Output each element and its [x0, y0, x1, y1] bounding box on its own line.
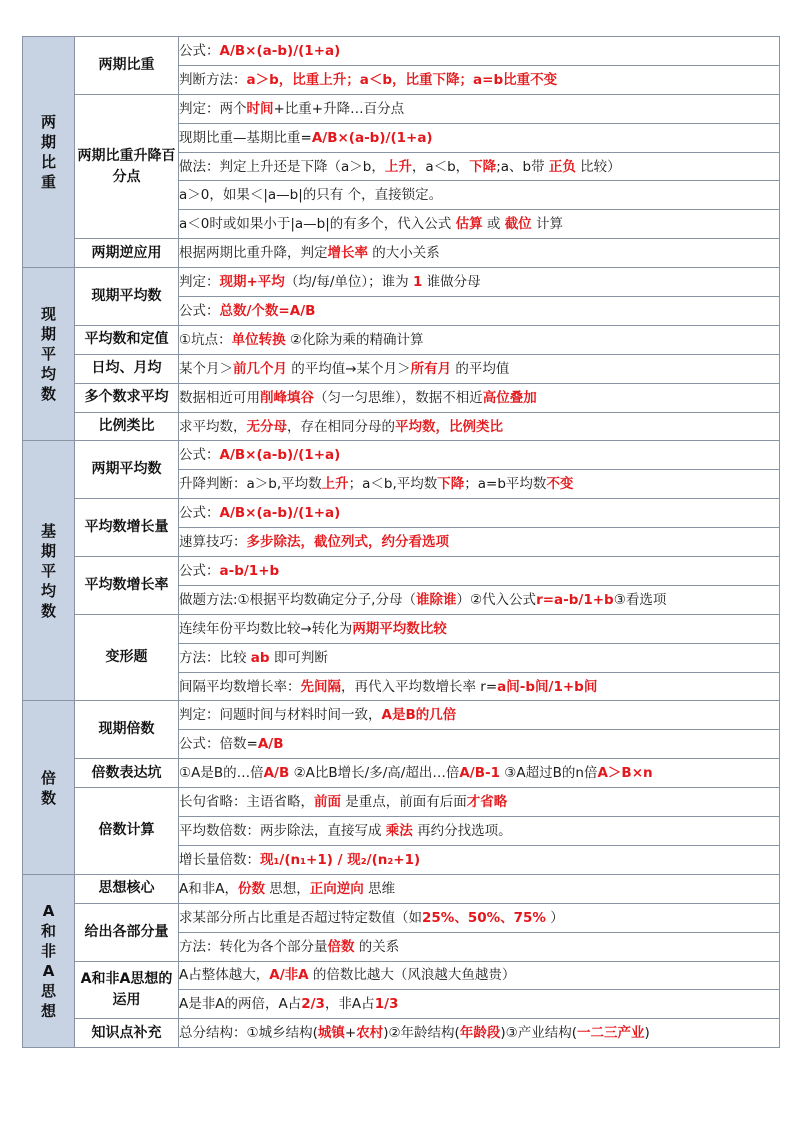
- content-cell: [179, 585, 780, 614]
- highlight-text: r=a-b/1+b: [536, 591, 614, 608]
- section-title: [23, 441, 75, 701]
- highlight-text: 2/3: [301, 996, 325, 1013]
- highlight-text: 截位: [504, 216, 532, 233]
- table-row: [23, 788, 780, 817]
- content-cell: [179, 1019, 780, 1048]
- content-cell: [179, 788, 780, 817]
- topic-label: 日均、月均: [75, 354, 179, 383]
- content-cell: [179, 94, 780, 123]
- body-text: 做法：判定上升还是下降（a＞b，: [179, 158, 385, 175]
- table-row: [23, 557, 780, 586]
- highlight-text: 正向逆向: [309, 880, 364, 897]
- body-text: ，非A占: [324, 996, 375, 1013]
- body-text: 思维: [363, 880, 396, 897]
- body-text: ，再代入平均数增长率 r=: [341, 678, 498, 695]
- table-row: [23, 759, 780, 788]
- highlight-text: 估算: [455, 216, 483, 233]
- highlight-text: 现期+平均: [219, 274, 285, 291]
- topic-label: 两期比重升降百分点: [75, 94, 179, 238]
- content-cell: [179, 759, 780, 788]
- content-cell: [179, 701, 780, 730]
- body-text: ③看选项: [613, 591, 667, 608]
- content-cell: [179, 557, 780, 586]
- highlight-text: 乘法: [385, 822, 413, 839]
- highlight-text: 多步除法，截位列式，约分看选项: [246, 534, 449, 551]
- body-text: 的平均值: [451, 360, 510, 377]
- body-text: 公式：: [179, 505, 220, 522]
- content-cell: [179, 297, 780, 326]
- body-text: 的平均值→某个月＞: [287, 360, 411, 377]
- topic-label: A和非A思想的运用: [75, 961, 179, 1019]
- body-text: ）②代入公式: [456, 591, 537, 608]
- highlight-text: 下降: [437, 476, 465, 493]
- highlight-text: 正负: [548, 158, 576, 175]
- body-text: 公式：: [179, 447, 220, 464]
- body-text: 做题方法:①根据平均数确定分子,分母（: [179, 591, 416, 608]
- body-text: 判定：: [179, 274, 220, 291]
- highlight-text: a-b/1+b: [219, 562, 280, 579]
- topic-label: 知识点补充: [75, 1019, 179, 1048]
- content-cell: [179, 152, 780, 181]
- section-title: [23, 701, 75, 874]
- body-text: ①A是B的…倍: [179, 765, 264, 782]
- body-text: A和非A，: [179, 880, 238, 897]
- body-text: ；a=b平均数: [464, 476, 547, 493]
- content-cell: [179, 412, 780, 441]
- highlight-text: 倍数: [327, 938, 355, 955]
- highlight-text: 削峰填谷: [260, 389, 314, 406]
- body-text: ): [644, 1025, 650, 1042]
- highlight-text: A是B的几倍: [381, 707, 457, 724]
- highlight-text: 才省略: [466, 794, 508, 811]
- topic-label: 比例类比: [75, 412, 179, 441]
- highlight-text: A/B×(a-b)/(1+a): [311, 129, 433, 146]
- content-cell: [179, 123, 780, 152]
- highlight-text: 城镇: [317, 1025, 345, 1042]
- section-title-label: A和非A思想: [40, 902, 56, 1020]
- content-cell: [179, 37, 780, 66]
- highlight-text: 1/3: [374, 996, 399, 1013]
- body-text: 思想，: [264, 880, 310, 897]
- section-title-label: 基期平均数: [40, 521, 56, 620]
- topic-label: 平均数和定值: [75, 325, 179, 354]
- body-text: 间隔平均数增长率：: [179, 678, 301, 695]
- body-text: 方法：比较: [179, 649, 251, 666]
- body-text: 长句省略：主语省略，: [179, 794, 314, 811]
- highlight-text: 不变: [546, 476, 574, 493]
- topic-label: 两期平均数: [75, 441, 179, 499]
- highlight-text: A/B×(a-b)/(1+a): [219, 505, 341, 522]
- highlight-text: A/B×(a-b)/(1+a): [219, 447, 341, 464]
- highlight-text: 下降: [469, 158, 497, 175]
- content-cell: [179, 903, 780, 932]
- body-text: 的大小关系: [368, 245, 440, 262]
- body-text: 是重点，前面有后面: [341, 794, 467, 811]
- content-cell: [179, 845, 780, 874]
- body-text: 总分结构：①城乡结构(: [179, 1025, 318, 1042]
- topic-label: 倍数计算: [75, 788, 179, 875]
- highlight-text: 上升: [321, 476, 349, 493]
- content-cell: [179, 874, 780, 903]
- body-text: 即可判断: [269, 649, 328, 666]
- body-text: 比较）: [575, 158, 621, 175]
- highlight-text: A/B-1: [459, 765, 500, 782]
- topic-label: 两期比重: [75, 37, 179, 95]
- highlight-text: 前面: [314, 794, 341, 811]
- section-title-label: 倍数: [40, 768, 56, 807]
- highlight-text: 份数: [237, 880, 265, 897]
- content-cell: [179, 730, 780, 759]
- body-text: 再约分找选项。: [412, 822, 512, 839]
- table-row: [23, 325, 780, 354]
- body-text: +比重+升降…百分点: [273, 100, 405, 117]
- section-title-label: 两期比重: [40, 113, 56, 192]
- body-text: 求某部分所占比重是否超过特定数值（如: [179, 909, 422, 926]
- table-row: [23, 37, 780, 66]
- body-text: 或: [482, 216, 505, 233]
- section-title-label: 现期平均数: [40, 305, 56, 404]
- body-text: )②年龄结构(: [383, 1025, 460, 1042]
- body-text: )③产业结构(: [500, 1025, 577, 1042]
- body-text: a＜0时或如果小于|a—b|的有多个，代入公式: [179, 216, 456, 233]
- table-row: [23, 614, 780, 643]
- highlight-text: 1: [412, 274, 423, 291]
- content-cell: [179, 65, 780, 94]
- topic-label: 变形题: [75, 614, 179, 701]
- body-text: 公式：: [179, 302, 220, 319]
- body-text: 平均数倍数：两步除法，直接写成: [179, 822, 386, 839]
- highlight-text: A/B×(a-b)/(1+a): [219, 42, 341, 59]
- content-cell: [179, 325, 780, 354]
- body-text: 根据两期比重升降，判定: [179, 245, 328, 262]
- body-text: ；a＜b,平均数: [348, 476, 438, 493]
- table-row: [23, 701, 780, 730]
- body-text: 方法：转化为各个部分量: [179, 938, 328, 955]
- body-text: +: [344, 1025, 357, 1042]
- topic-label: 平均数增长率: [75, 557, 179, 615]
- content-cell: [179, 210, 780, 239]
- highlight-text: A/B: [257, 736, 284, 753]
- topic-label: 倍数表达坑: [75, 759, 179, 788]
- body-text: 的倍数比越大（风浪越大鱼越贵）: [308, 967, 516, 984]
- body-text: 某个月＞: [179, 360, 233, 377]
- table-row: [23, 383, 780, 412]
- table-row: [23, 874, 780, 903]
- highlight-text: 谁除谁: [415, 591, 457, 608]
- content-cell: [179, 470, 780, 499]
- highlight-text: A/B: [263, 765, 290, 782]
- content-cell: [179, 239, 780, 268]
- table-row: [23, 268, 780, 297]
- body-text: 谁做分母: [422, 274, 481, 291]
- content-cell: [179, 614, 780, 643]
- content-cell: [179, 499, 780, 528]
- topic-label: 平均数增长量: [75, 499, 179, 557]
- table-row: [23, 239, 780, 268]
- highlight-text: 两期平均数比较: [352, 620, 447, 637]
- content-cell: [179, 528, 780, 557]
- highlight-text: 所有月: [410, 360, 452, 377]
- content-cell: [179, 817, 780, 846]
- body-text: 增长量倍数：: [179, 851, 260, 868]
- table-row: [23, 94, 780, 123]
- body-text: 判断方法：: [179, 71, 247, 88]
- body-text: ①坑点：: [179, 331, 232, 348]
- highlight-text: A＞B×n: [597, 765, 653, 782]
- highlight-text: ab: [250, 649, 270, 666]
- content-cell: [179, 383, 780, 412]
- topic-label: 思想核心: [75, 874, 179, 903]
- table-row: [23, 1019, 780, 1048]
- body-text: ②化除为乘的精确计算: [285, 331, 424, 348]
- content-cell: [179, 643, 780, 672]
- table-row: [23, 354, 780, 383]
- topic-label: 两期逆应用: [75, 239, 179, 268]
- content-cell: [179, 181, 780, 210]
- highlight-text: 高位叠加: [482, 389, 537, 406]
- table-row: [23, 499, 780, 528]
- highlight-text: A/非A: [269, 967, 309, 984]
- highlight-text: 总数/个数=A/B: [219, 302, 316, 319]
- section-title: [23, 874, 75, 1047]
- highlight-text: 增长率: [327, 245, 368, 262]
- highlight-text: 无分母: [246, 418, 287, 435]
- table-row: [23, 441, 780, 470]
- body-text: 判定：问题时间与材料时间一致，: [179, 707, 382, 724]
- body-text: 现期比重—基期比重=: [179, 129, 312, 146]
- content-cell: [179, 961, 780, 990]
- body-text: 速算技巧：: [179, 534, 247, 551]
- topic-label: 现期倍数: [75, 701, 179, 759]
- body-text: 数据相近可用: [179, 389, 260, 406]
- body-text: 升降判断：a＞b,平均数: [179, 476, 322, 493]
- body-text: 连续年份平均数比较→转化为: [179, 620, 353, 637]
- content-cell: [179, 268, 780, 297]
- body-text: ③A超过B的n倍: [500, 765, 598, 782]
- body-text: 求平均数，: [179, 418, 247, 435]
- content-cell: [179, 354, 780, 383]
- topic-label: 现期平均数: [75, 268, 179, 326]
- content-cell: [179, 990, 780, 1019]
- body-text: A是非A的两倍，A占: [179, 996, 302, 1013]
- highlight-text: 前几个月: [233, 360, 287, 377]
- body-text: ）: [545, 909, 564, 926]
- body-text: ，a＜b，: [411, 158, 470, 175]
- body-text: ，存在相同分母的: [287, 418, 395, 435]
- highlight-text: a间-b间/1+b间: [497, 678, 598, 695]
- body-text: 的关系: [354, 938, 400, 955]
- highlight-text: 上升: [384, 158, 412, 175]
- highlight-text: 平均数，比例类比: [395, 418, 503, 435]
- body-text: ;a、b带: [496, 158, 549, 175]
- body-text: （均/每/单位）；谁为: [284, 274, 413, 291]
- body-text: 公式：: [179, 42, 220, 59]
- body-text: （匀一匀思维），数据不相近: [314, 389, 483, 406]
- body-text: 判定：两个: [179, 100, 247, 117]
- highlight-text: a＞b，比重上升；a＜b，比重下降；a=b比重不变: [246, 71, 558, 88]
- content-cell: [179, 672, 780, 701]
- topic-label: 多个数求平均: [75, 383, 179, 412]
- highlight-text: 先间隔: [300, 678, 341, 695]
- highlight-text: 农村: [356, 1025, 384, 1042]
- table-row: [23, 903, 780, 932]
- body-text: A占整体越大，: [179, 967, 270, 984]
- summary-table: [22, 36, 780, 1048]
- table-row: [23, 961, 780, 990]
- highlight-text: 单位转换: [231, 331, 286, 348]
- highlight-text: 一二三产业: [576, 1025, 645, 1042]
- body-text: 公式：: [179, 562, 220, 579]
- body-text: 公式：倍数=: [179, 736, 258, 753]
- section-title: [23, 37, 75, 268]
- table-row: [23, 412, 780, 441]
- content-cell: [179, 932, 780, 961]
- highlight-text: 年龄段: [459, 1025, 501, 1042]
- section-title: [23, 268, 75, 441]
- highlight-text: 现₁/(n₁+1) / 现₂/(n₂+1): [260, 851, 421, 868]
- body-text: 计算: [531, 216, 563, 233]
- topic-label: 给出各部分量: [75, 903, 179, 961]
- highlight-text: 时间: [246, 100, 274, 117]
- content-cell: [179, 441, 780, 470]
- body-text: a＞0，如果＜|a—b|的只有 个，直接锁定。: [179, 187, 443, 204]
- highlight-text: 25%、50%、75%: [422, 909, 546, 926]
- body-text: ②A比B增长/多/高/超出…倍: [289, 765, 460, 782]
